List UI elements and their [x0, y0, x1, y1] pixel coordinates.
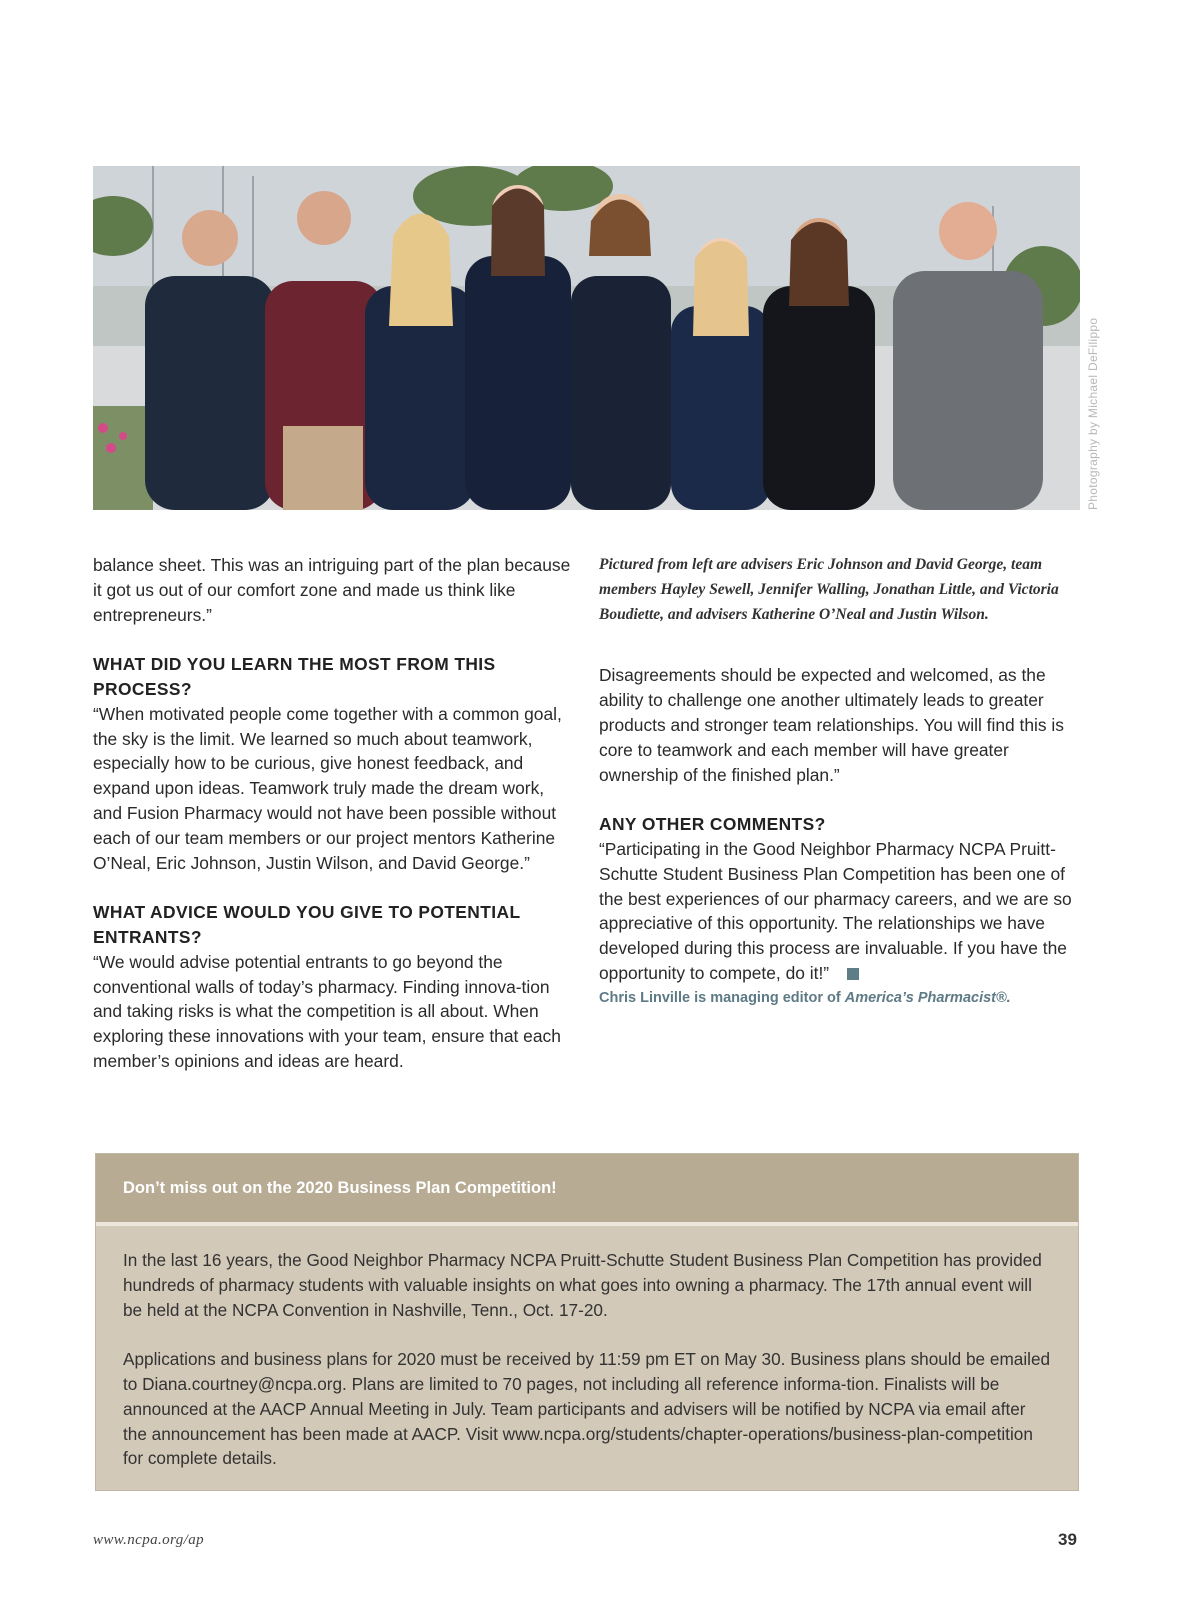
- callout-title: Don’t miss out on the 2020 Business Plan Competition!: [96, 1154, 1078, 1226]
- section-heading: WHAT DID YOU LEARN THE MOST FROM THIS PROCESS?: [93, 654, 496, 699]
- byline-text: Chris Linville is managing editor of: [599, 989, 845, 1006]
- photo-credit: Photography by Michael DeFilippo: [1086, 317, 1100, 510]
- left-column: [93, 553, 575, 1074]
- group-photo: [93, 166, 1080, 510]
- callout-paragraph: Applications and business plans for 2020 must be received by 11:59 pm ET on May 30. Business plans should be emailed to Diana.courtney@ncpa.org. Plans are limited to 70 pages, not including all reference informa-tion. Finalists will be announced at the AACP Annual Meeting in July. Team participants and advisers will be notified by NCPA via email after the announcement has been made at AACP. Visit www.ncpa.org/students/chapter-operations/business-plan-competition for complete details.: [123, 1349, 1051, 1469]
- author-byline: [599, 986, 1081, 1011]
- section-heading: WHAT ADVICE WOULD YOU GIVE TO POTENTIAL ENTRANTS?: [93, 902, 521, 947]
- body-paragraph: Disagreements should be expected and welcomed, as the ability to challenge one another ultimately leads to greater products and stronger team relationships. You will find this is core to teamwork and each member will have greater ownership of the finished plan.”: [599, 665, 1064, 785]
- callout-body: [96, 1226, 1078, 1471]
- closing-quote: “Participating in the Good Neighbor Pharmacy NCPA Pruitt-Schutte Student Business Plan Competition has been one of the best experiences of our pharmacy careers, and we are so appreciative of this opportunity. The relationships we have developed during this process are invaluable. If you have the opportunity to compete, do it!”: [599, 838, 1072, 983]
- photo-caption: Pictured from left are advisers Eric Johnson and David George, team members Hayley Sewell, Jennifer Walling, Jonathan Little, and Victoria Boudiette, and advisers Katherine O’Neal and Justin Wilson.: [599, 556, 1059, 623]
- section-heading: ANY OTHER COMMENTS?: [599, 814, 826, 835]
- page-number: 39: [1058, 1530, 1077, 1549]
- end-of-article-mark: [847, 968, 859, 980]
- right-column: [599, 553, 1081, 1011]
- body-paragraph: “When motivated people come together with a common goal, the sky is the limit. We learned so much about teamwork, especially how to be curious, give honest feedback, and expand upon ideas. Teamwork truly made the dream work, and Fusion Pharmacy would not have been possible without each of our team members or our project mentors Katherine O’Neal, Eric Johnson, Justin Wilson, and David George.”: [93, 703, 562, 873]
- body-paragraph: “We would advise potential entrants to go beyond the conventional walls of today’s pharmacy. Finding innova-tion and taking risks is what the competition is all about. When exploring these innovations with your team, ensure that each member’s opinions and ideas are heard.: [93, 951, 561, 1071]
- footer-url: www.ncpa.org/ap: [93, 1532, 205, 1548]
- body-paragraph: [599, 837, 1081, 986]
- publication-name: America’s Pharmacist®.: [844, 989, 1011, 1006]
- callout-paragraph: In the last 16 years, the Good Neighbor Pharmacy NCPA Pruitt-Schutte Student Business Plan Competition has provided hundreds of pharmacy students with valuable insights on what goes into owning a pharmacy. The 17th annual event will be held at the NCPA Convention in Nashville, Tenn., Oct. 17-20.: [123, 1250, 1042, 1320]
- body-paragraph: balance sheet. This was an intriguing part of the plan because it got us out of our comfort zone and made us think like entrepreneurs.”: [93, 555, 571, 625]
- competition-callout-box: [95, 1153, 1079, 1491]
